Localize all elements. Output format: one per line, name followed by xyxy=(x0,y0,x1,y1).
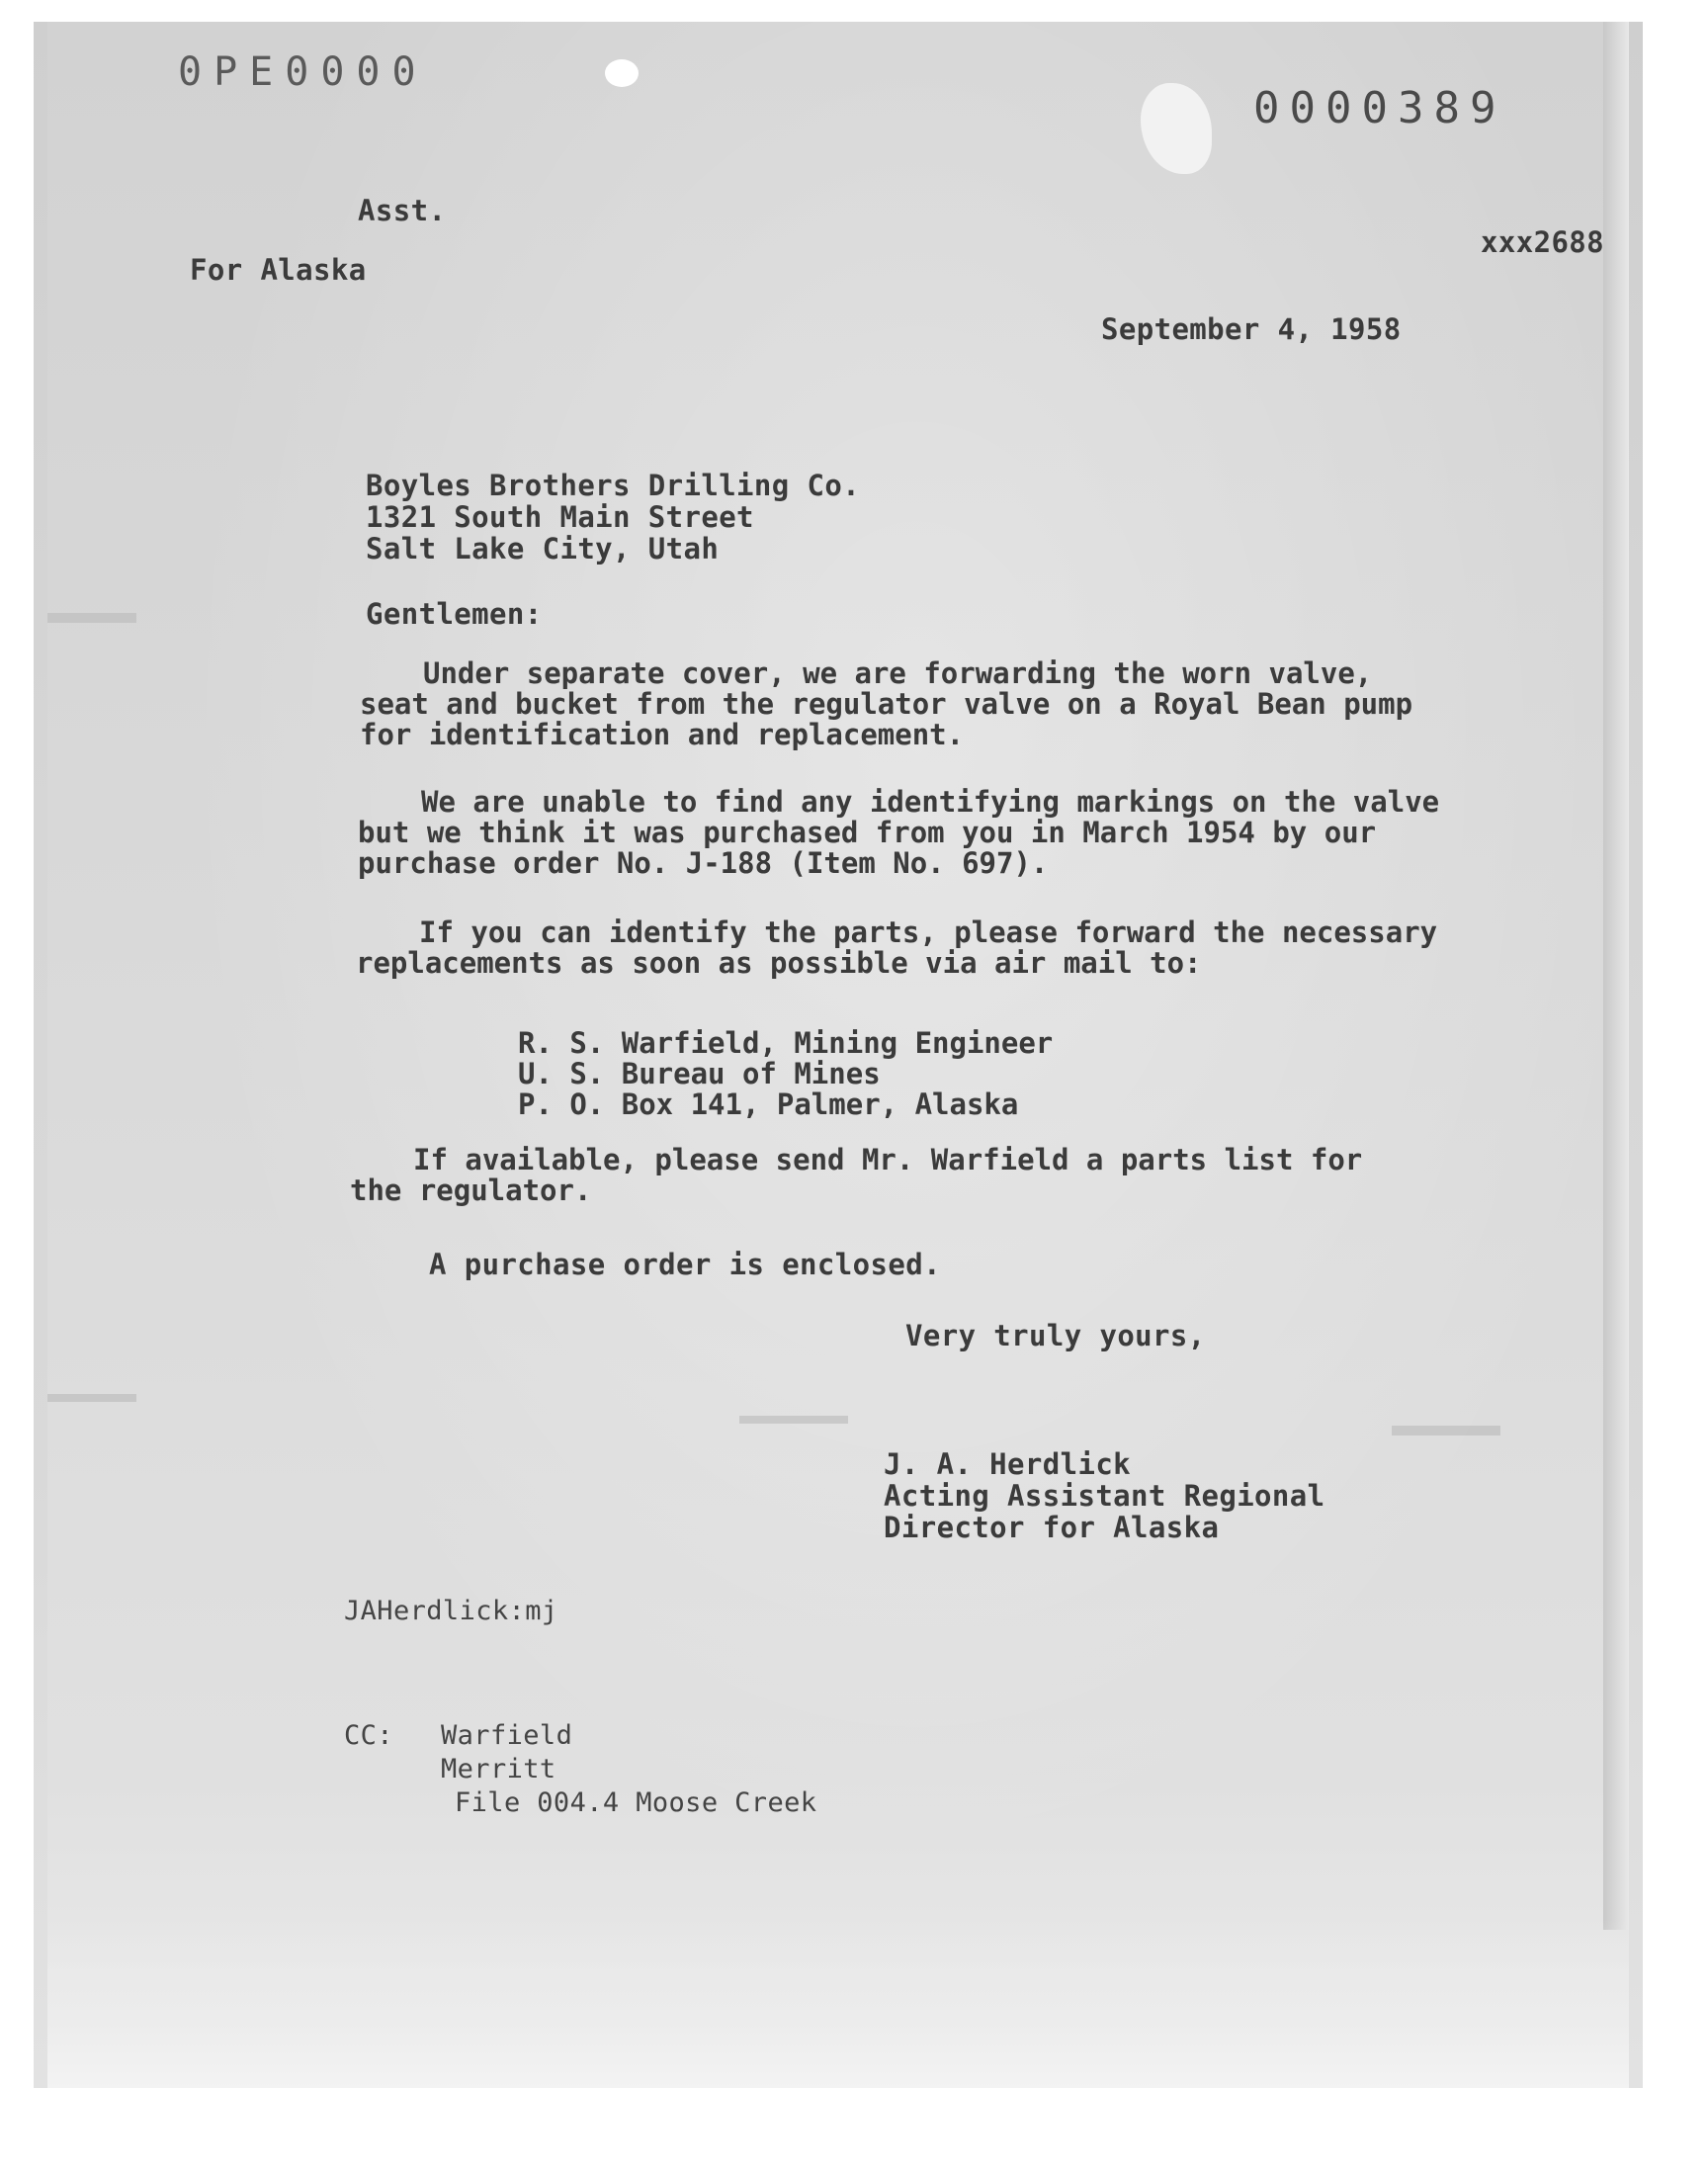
paragraph-line: but we think it was purchased from you in March 1954 by our xyxy=(358,816,1377,849)
punch-hole xyxy=(605,59,639,87)
ship-to-line: R. S. Warfield, Mining Engineer xyxy=(518,1026,1054,1060)
paragraph-4 xyxy=(350,1145,1398,1206)
stamp-number-left: 0PE0000 xyxy=(178,49,428,95)
file-reference: xxx2688 xyxy=(1481,225,1605,259)
scanned-page xyxy=(34,22,1643,2088)
paragraph-line: If you can identify the parts, please forward the necessary xyxy=(419,915,1438,949)
paper-edge xyxy=(1603,22,1629,1930)
paper-bottom-shade xyxy=(47,1920,1629,2088)
header-asst: Asst. xyxy=(358,194,447,227)
letter-date: September 4, 1958 xyxy=(1101,312,1402,346)
cc-item: Merritt xyxy=(441,1754,556,1784)
paragraph-5: A purchase order is enclosed. xyxy=(429,1248,941,1281)
paragraph-3 xyxy=(356,915,1438,980)
paragraph-line: We are unable to find any identifying markings on the valve xyxy=(421,785,1440,819)
torn-corner xyxy=(1141,83,1212,174)
ship-to-line: P. O. Box 141, Palmer, Alaska xyxy=(518,1088,1019,1121)
paragraph-line: If available, please send Mr. Warfield a parts list for xyxy=(413,1143,1363,1176)
cc-item: File 004.4 Moose Creek xyxy=(455,1787,817,1818)
scan-smudge xyxy=(1392,1426,1500,1436)
addressee-city: Salt Lake City, Utah xyxy=(366,532,720,566)
addressee-street: 1321 South Main Street xyxy=(366,500,754,534)
paragraph-2 xyxy=(358,785,1440,880)
signer-title-line-2: Director for Alaska xyxy=(884,1511,1220,1544)
cc-label: CC: xyxy=(344,1720,393,1751)
addressee-name: Boyles Brothers Drilling Co. xyxy=(366,469,861,502)
cc-item: Warfield xyxy=(441,1720,573,1751)
paragraph-line: seat and bucket from the regulator valve on a Royal Bean pump xyxy=(360,687,1413,721)
paragraph-line: purchase order No. J-188 (Item No. 697). xyxy=(358,846,1049,880)
scan-smudge xyxy=(739,1416,848,1424)
closing: Very truly yours, xyxy=(905,1319,1206,1352)
ship-to-address xyxy=(518,1028,1566,1120)
paragraph-1 xyxy=(360,656,1413,751)
typist-initials: JAHerdlick:mj xyxy=(344,1596,558,1626)
header-for-alaska: For Alaska xyxy=(190,253,367,287)
salutation: Gentlemen: xyxy=(366,597,543,631)
scan-smudge xyxy=(47,1394,136,1402)
paragraph-line: replacements as soon as possible via air mail to: xyxy=(356,946,1202,980)
paper-sheet xyxy=(47,22,1629,2088)
scan-smudge xyxy=(47,613,136,623)
signer-title-line-1: Acting Assistant Regional xyxy=(884,1479,1325,1513)
stamp-number-right: 0000389 xyxy=(1253,83,1506,133)
ship-to-line: U. S. Bureau of Mines xyxy=(518,1057,881,1090)
paragraph-line: for identification and replacement. xyxy=(360,718,965,751)
signer-name: J. A. Herdlick xyxy=(884,1447,1132,1481)
paragraph-line: Under separate cover, we are forwarding the worn valve, xyxy=(423,656,1373,690)
paragraph-line: the regulator. xyxy=(350,1174,592,1207)
